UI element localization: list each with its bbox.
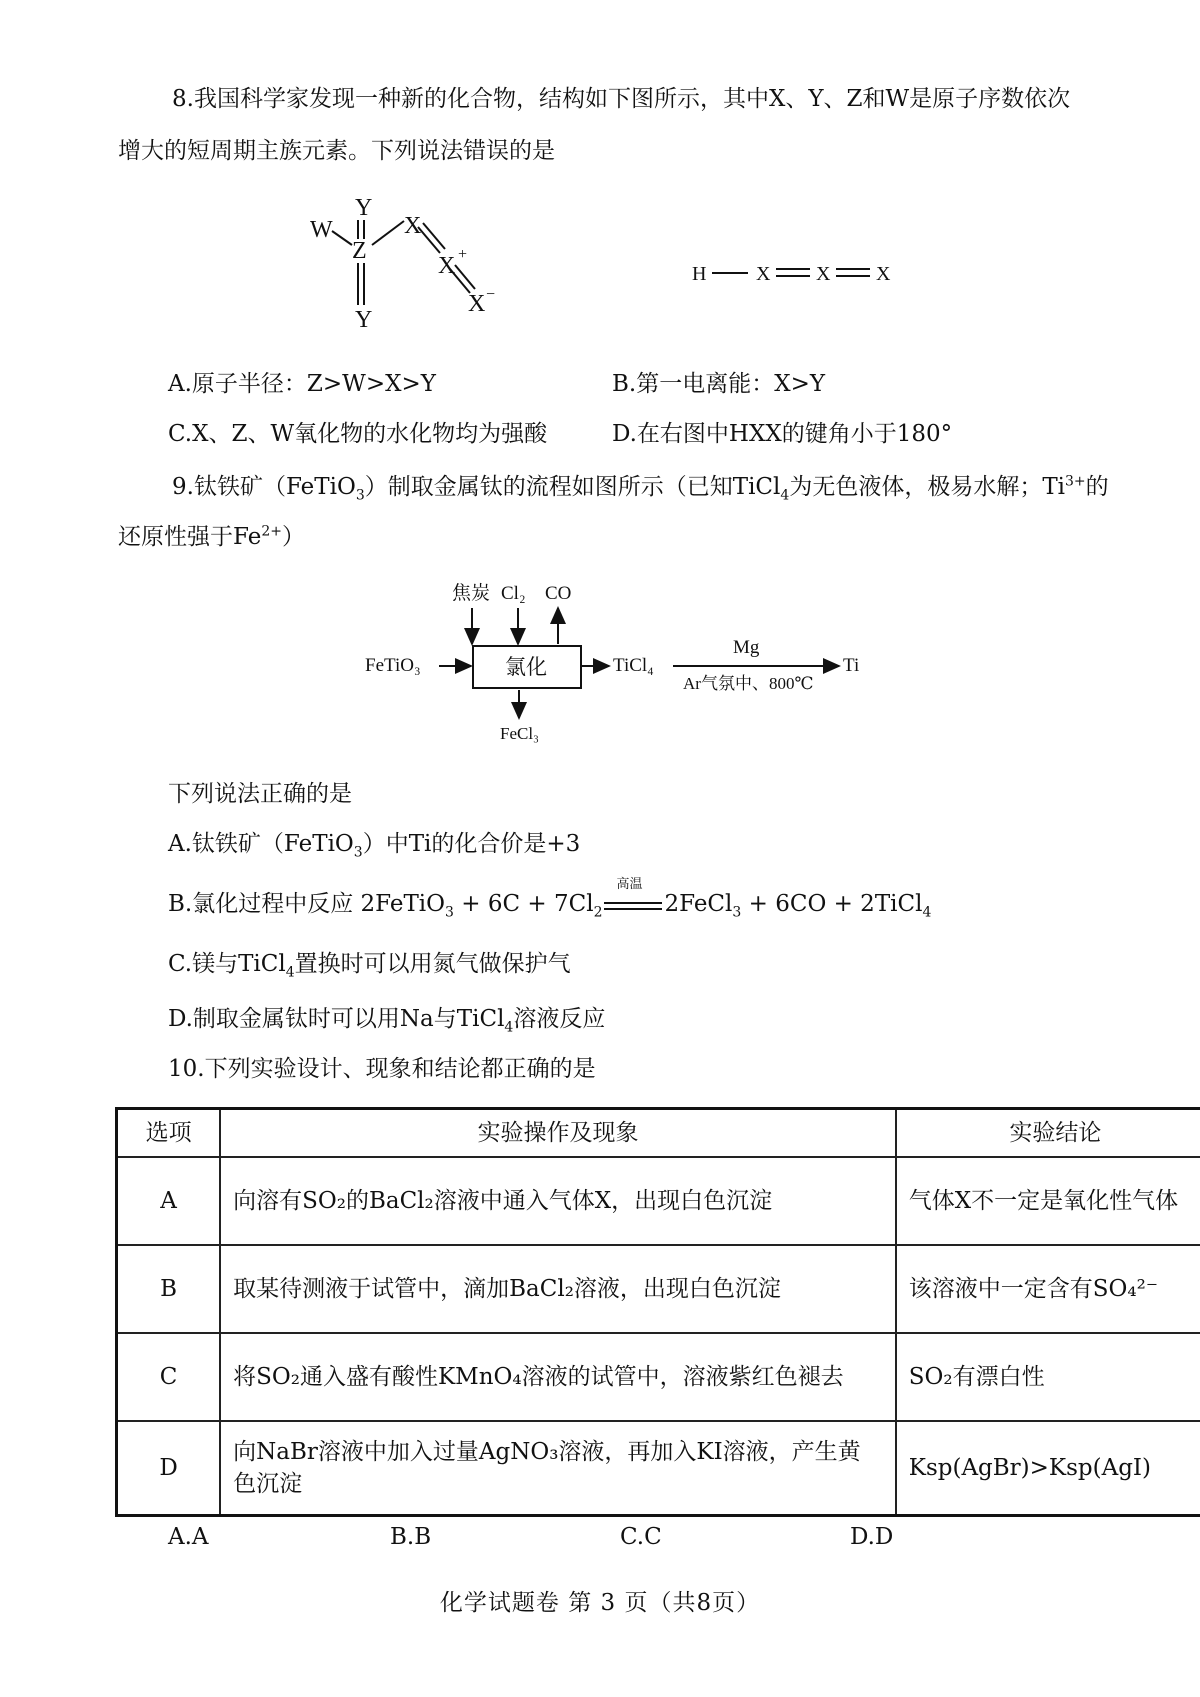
flow-coke: 焦炭 (452, 583, 491, 604)
table-row (117, 1421, 1200, 1515)
q8-option-a: A.原子半径：Z>W>X>Y (168, 371, 436, 397)
row-option: C (117, 1333, 221, 1421)
atom-x-3: X (468, 291, 486, 317)
flow-ti: Ti (843, 655, 860, 676)
atom-y-top: Y (355, 195, 373, 221)
row-conclusion: Ksp(AgBr)>Ksp(AgI) (896, 1421, 1200, 1515)
row-operation: 向NaBr溶液中加入过量AgNO₃溶液，再加入KI溶液，产生黄色沉淀 (220, 1421, 896, 1515)
row-operation: 取某待测液于试管中，滴加BaCl₂溶液，出现白色沉淀 (220, 1245, 896, 1333)
q9-prompt: 下列说法正确的是 (168, 781, 352, 807)
row-operation: 向溶有SO₂的BaCl₂溶液中通入气体X，出现白色沉淀 (220, 1157, 896, 1245)
row-conclusion: SO₂有漂白性 (896, 1333, 1200, 1421)
q9-option-c: C.镁与TiCl$_4$置换时可以用氮气做保护气 (168, 951, 571, 981)
row-conclusion: 气体X不一定是氧化性气体 (896, 1157, 1200, 1245)
row-conclusion: 该溶液中一定含有SO₄²⁻ (896, 1245, 1200, 1333)
charge-plus: + (458, 246, 468, 263)
flow-feed: FeTiO₃ (365, 655, 421, 676)
q9-stem-line1: 9.钛铁矿（FeTiO$_3$）制取金属钛的流程如图所示（已知TiCl$_4$为无色液体，极易水解；$Ti^{3+}$的 (172, 473, 1109, 504)
q8-structure-right (690, 255, 910, 291)
atom-x-c: X (876, 263, 891, 285)
q9-stem-line2: 还原性强于$Fe^{2+}$） (118, 523, 305, 550)
q10-choice-a: A.A (168, 1524, 209, 1550)
row-operation: 将SO₂通入盛有酸性KMnO₄溶液的试管中，溶液紫红色褪去 (220, 1333, 896, 1421)
flow-cl2: Cl₂ (501, 583, 526, 604)
atom-h: H (692, 263, 707, 285)
q10-stem: 10.下列实验设计、现象和结论都正确的是 (168, 1056, 596, 1082)
q9-option-b: B.氯化过程中反应 2FeTiO$_3$ + $6C + 7Cl_2$ 高温 2FeCl$_3$ + 6CO + 2TiCl$_4$ (168, 877, 932, 921)
q8-option-c: C.X、Z、W氧化物的水化物均为强酸 (168, 421, 548, 447)
table-row (117, 1245, 1200, 1333)
q10-choice-d: D.D (850, 1524, 894, 1550)
atom-y-bottom: Y (355, 307, 373, 333)
flow-co: CO (545, 583, 572, 604)
reaction-condition: 高温 (616, 877, 643, 892)
atom-x-b: X (816, 263, 831, 285)
atom-w: W (310, 217, 333, 243)
q10-choice-b: B.B (390, 1524, 432, 1550)
atom-z: Z (352, 238, 367, 264)
atom-x-a: X (756, 263, 771, 285)
q8-stem-line2: 增大的短周期主族元素。下列说法错误的是 (118, 138, 555, 164)
q8-stem-line1: 8.我国科学家发现一种新的化合物，结构如下图所示，其中X、Y、Z和W是原子序数依次 (172, 86, 1071, 112)
q9-option-a: A.钛铁矿（FeTiO$_3$）中Ti的化合价是+3 (168, 831, 581, 861)
row-option: D (117, 1421, 221, 1515)
atom-x-1: X (404, 213, 422, 239)
charge-minus: − (486, 286, 496, 303)
flow-tiCl4: TiCl₄ (613, 655, 654, 676)
header-conclusion: 实验结论 (896, 1109, 1200, 1158)
table-header-row (117, 1109, 1200, 1158)
header-option: 选项 (117, 1109, 221, 1158)
flow-fecl3: FeCl₃ (500, 724, 539, 743)
q9-option-d: D.制取金属钛时可以用Na与TiCl$_4$溶液反应 (168, 1006, 606, 1036)
row-option: A (117, 1157, 221, 1245)
header-operation: 实验操作及现象 (220, 1109, 896, 1158)
q8-option-d: D.在右图中HXX的键角小于180° (612, 421, 953, 447)
atom-x-2: X (438, 253, 456, 279)
q10-choice-c: C.C (620, 1524, 662, 1550)
flow-condition: Ar气氛中、800℃ (683, 674, 814, 693)
table-row (117, 1157, 1200, 1245)
table-row (117, 1333, 1200, 1421)
page-footer: 化学试题卷 第 3 页（共8页） (439, 1590, 761, 1616)
q8-option-b: B.第一电离能：X>Y (612, 371, 826, 397)
q8-structure-left (300, 195, 540, 335)
q10-experiment-table (115, 1107, 1200, 1517)
flow-mg: Mg (733, 637, 760, 658)
row-option: B (117, 1245, 221, 1333)
q9-flow-diagram (355, 578, 875, 748)
flow-box-label: 氯化 (505, 655, 547, 679)
